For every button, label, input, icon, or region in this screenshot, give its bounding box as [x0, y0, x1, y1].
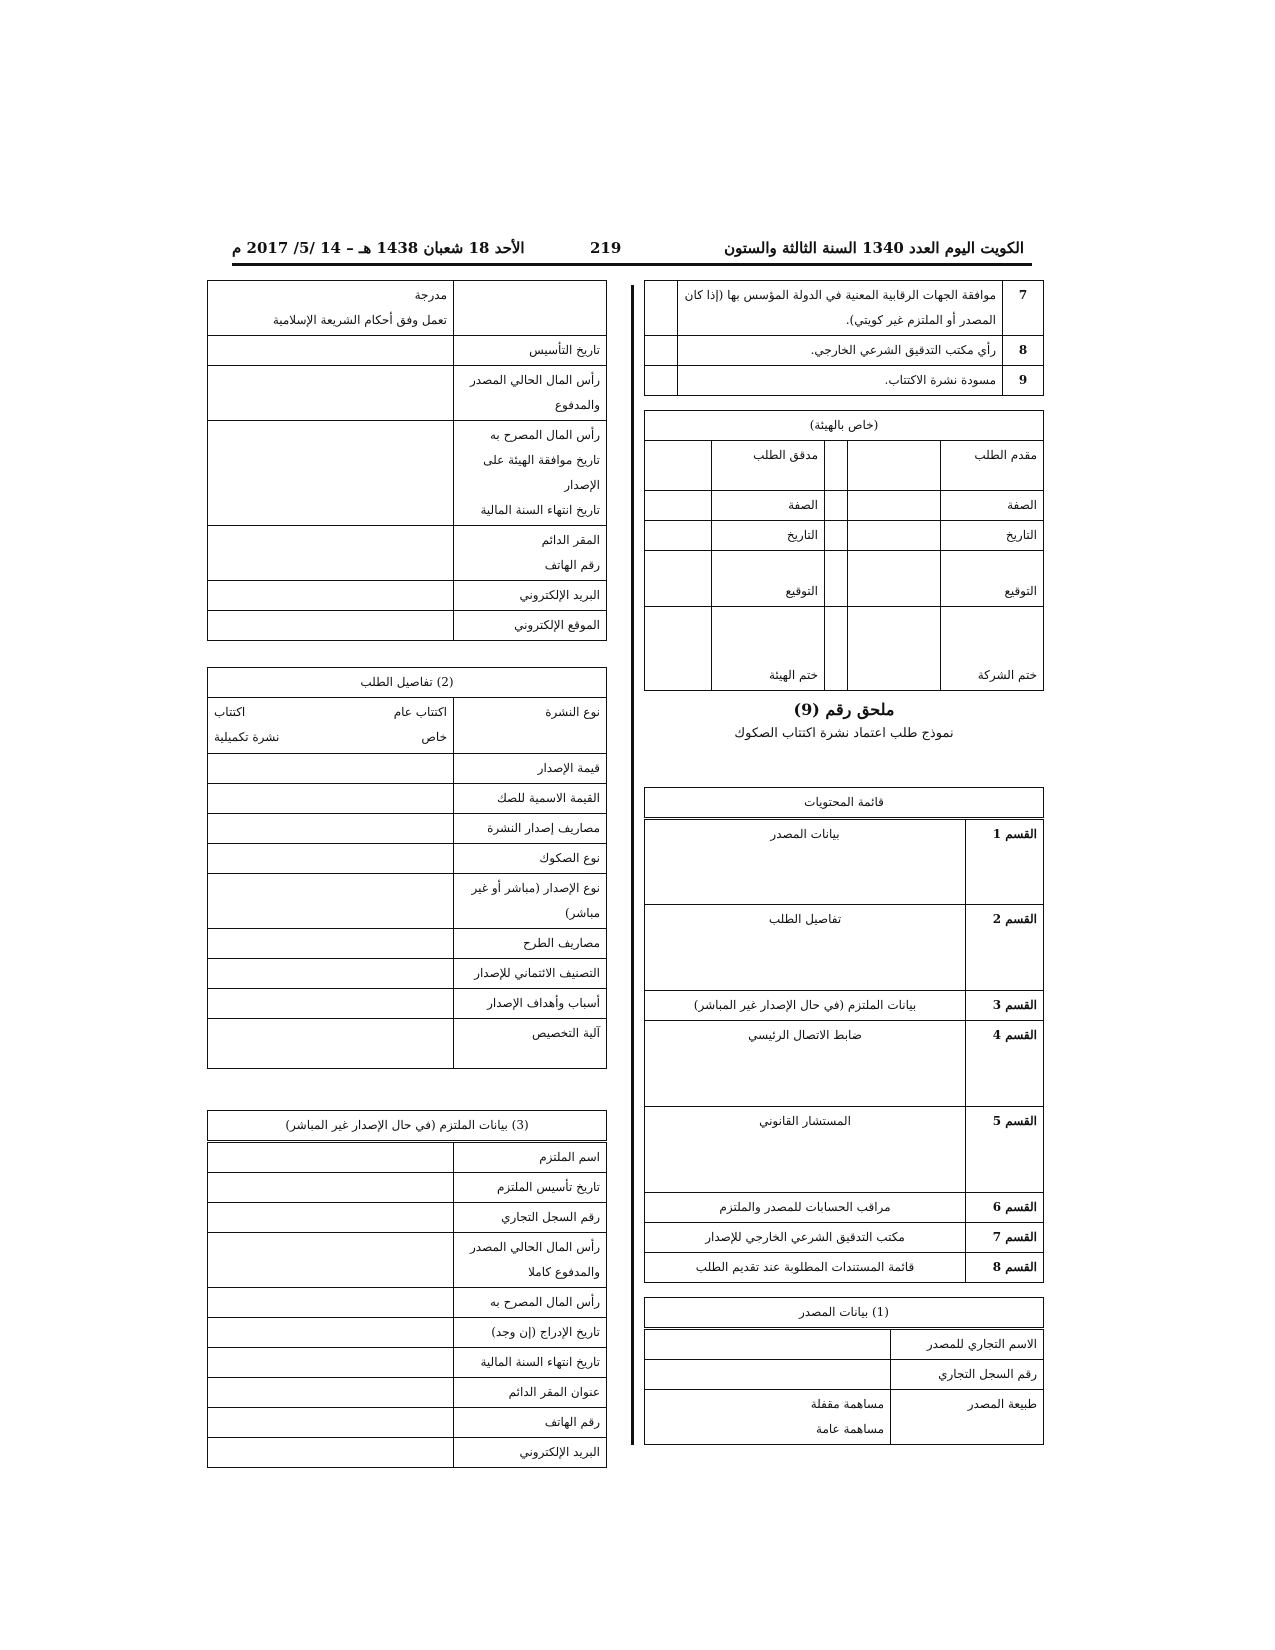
- field-label: أسباب وأهداف الإصدار: [454, 989, 607, 1019]
- cr-label: رقم السجل التجاري: [891, 1360, 1044, 1390]
- listed-option: مدرجة: [414, 288, 447, 302]
- supplementary-option: نشرة تكميلية: [214, 730, 280, 744]
- annex-title: ملحق رقم (9): [793, 700, 895, 719]
- obligor-title: (3) بيانات الملتزم (في حال الإصدار غير المباشر): [208, 1111, 607, 1142]
- section-name: ضابط الاتصال الرئيسي: [645, 1021, 966, 1107]
- sharia-option: تعمل وفق أحكام الشريعة الإسلامية: [272, 313, 447, 327]
- reviewer-label: مدقق الطلب: [712, 441, 825, 491]
- section-name: قائمة المستندات المطلوبة عند تقديم الطلب: [645, 1253, 966, 1283]
- field-label: اسم الملتزم: [454, 1142, 607, 1173]
- section-name: بيانات المصدر: [645, 819, 966, 905]
- issue-date: الأحد 18 شعبان 1438 هـ – 14 /5/ 2017 م: [232, 239, 525, 257]
- contents-table: [644, 787, 1044, 1283]
- request-title: (2) تفاصيل الطلب: [208, 668, 607, 698]
- field-label: رقم الهاتف: [454, 1408, 607, 1438]
- field-label: التصنيف الائتماني للإصدار: [454, 959, 607, 989]
- subscription-option: اكتتاب: [214, 705, 246, 719]
- field-label: نوع الصكوك: [454, 844, 607, 874]
- obligor-table: [207, 1110, 607, 1468]
- contents-title: قائمة المحتويات: [645, 788, 1044, 819]
- authority-title: (خاص بالهيئة): [645, 411, 1044, 441]
- field-label: رأس المال الحالي المصدر والمدفوع: [454, 366, 607, 421]
- field-label: رقم السجل التجاري: [454, 1203, 607, 1233]
- signature-label: التوقيع: [941, 551, 1044, 607]
- section-num: القسم 1: [966, 819, 1044, 905]
- section-num: القسم 8: [966, 1253, 1044, 1283]
- date-label: التاريخ: [712, 521, 825, 551]
- field-label: تاريخ تأسيس الملتزم: [454, 1173, 607, 1203]
- doc-num: 9: [1003, 366, 1044, 396]
- doc-text: موافقة الجهات الرقابية المعنية في الدولة المؤسس بها (إذا كان المصدر أو الملتزم غير كويتي).: [678, 281, 1003, 336]
- section-num: القسم 5: [966, 1107, 1044, 1193]
- column-divider: [631, 285, 634, 1445]
- field-label: تاريخ التأسيس: [454, 336, 607, 366]
- authority-table: [644, 410, 1044, 691]
- annex-subtitle: نموذج طلب اعتماد نشرة اكتتاب الصكوك: [734, 726, 954, 741]
- field-label: رأس المال المصرح به: [490, 428, 600, 442]
- issuer-table: [644, 1297, 1044, 1445]
- field-label: رأس المال المصرح به: [454, 1288, 607, 1318]
- capacity-label: الصفة: [941, 491, 1044, 521]
- doc-num: 7: [1003, 281, 1044, 336]
- documents-tail-table: [644, 280, 1044, 396]
- signature-label: التوقيع: [712, 551, 825, 607]
- field-label: عنوان المقر الدائم: [454, 1378, 607, 1408]
- section-name: تفاصيل الطلب: [645, 905, 966, 991]
- field-label: مصاريف الطرح: [454, 929, 607, 959]
- request-table: [207, 667, 607, 1069]
- closed-option: مساهمة مقفلة: [810, 1397, 884, 1411]
- field-label: القيمة الاسمية للصك: [454, 784, 607, 814]
- field-label: تاريخ موافقة الهيئة على الإصدار: [483, 453, 600, 492]
- company-seal-label: ختم الشركة: [941, 607, 1044, 691]
- trade-name-label: الاسم التجاري للمصدر: [891, 1329, 1044, 1360]
- section-name: مكتب التدقيق الشرعي الخارجي للإصدار: [645, 1223, 966, 1253]
- issuer-title: (1) بيانات المصدر: [645, 1298, 1044, 1329]
- public-option: مساهمة عامة: [816, 1422, 884, 1436]
- field-label: تاريخ الإدراج (إن وجد): [454, 1318, 607, 1348]
- field-label: الموقع الإلكتروني: [454, 611, 607, 641]
- field-label: نوع الإصدار (مباشر أو غير مباشر): [454, 874, 607, 929]
- gazette-title: الكويت اليوم العدد 1340 السنة الثالثة والستون: [724, 239, 1024, 257]
- issuer-cont-table: [207, 280, 607, 641]
- field-label: البريد الإلكتروني: [454, 581, 607, 611]
- section-num: القسم 2: [966, 905, 1044, 991]
- section-num: القسم 7: [966, 1223, 1044, 1253]
- field-label: المقر الدائم: [541, 533, 600, 547]
- authority-seal-label: ختم الهيئة: [712, 607, 825, 691]
- section-num: القسم 3: [966, 991, 1044, 1021]
- doc-text: رأي مكتب التدقيق الشرعي الخارجي.: [678, 336, 1003, 366]
- section-num: القسم 4: [966, 1021, 1044, 1107]
- field-label: رقم الهاتف: [544, 558, 600, 572]
- public-subscription-option: اكتتاب عام: [393, 705, 447, 719]
- field-label: مصاريف إصدار النشرة: [454, 814, 607, 844]
- private-option: خاص: [421, 730, 447, 744]
- page-number: 219: [590, 239, 622, 257]
- date-label: التاريخ: [941, 521, 1044, 551]
- section-name: المستشار القانوني: [645, 1107, 966, 1193]
- field-label: البريد الإلكتروني: [454, 1438, 607, 1468]
- section-name: مراقب الحسابات للمصدر والملتزم: [645, 1193, 966, 1223]
- field-label: آلية التخصيص: [454, 1019, 607, 1069]
- field-label: رأس المال الحالي المصدر والمدفوع كاملا: [454, 1233, 607, 1288]
- field-label: تاريخ انتهاء السنة المالية: [480, 503, 600, 517]
- nature-label: طبيعة المصدر: [891, 1390, 1044, 1445]
- doc-num: 8: [1003, 336, 1044, 366]
- capacity-label: الصفة: [712, 491, 825, 521]
- doc-text: مسودة نشرة الاكتتاب.: [678, 366, 1003, 396]
- field-label: تاريخ انتهاء السنة المالية: [454, 1348, 607, 1378]
- applicant-label: مقدم الطلب: [941, 441, 1044, 491]
- field-label: قيمة الإصدار: [454, 754, 607, 784]
- type-label: نوع النشرة: [454, 698, 607, 754]
- page-header: [232, 237, 1032, 266]
- section-num: القسم 6: [966, 1193, 1044, 1223]
- section-name: بيانات الملتزم (في حال الإصدار غير المباشر): [645, 991, 966, 1021]
